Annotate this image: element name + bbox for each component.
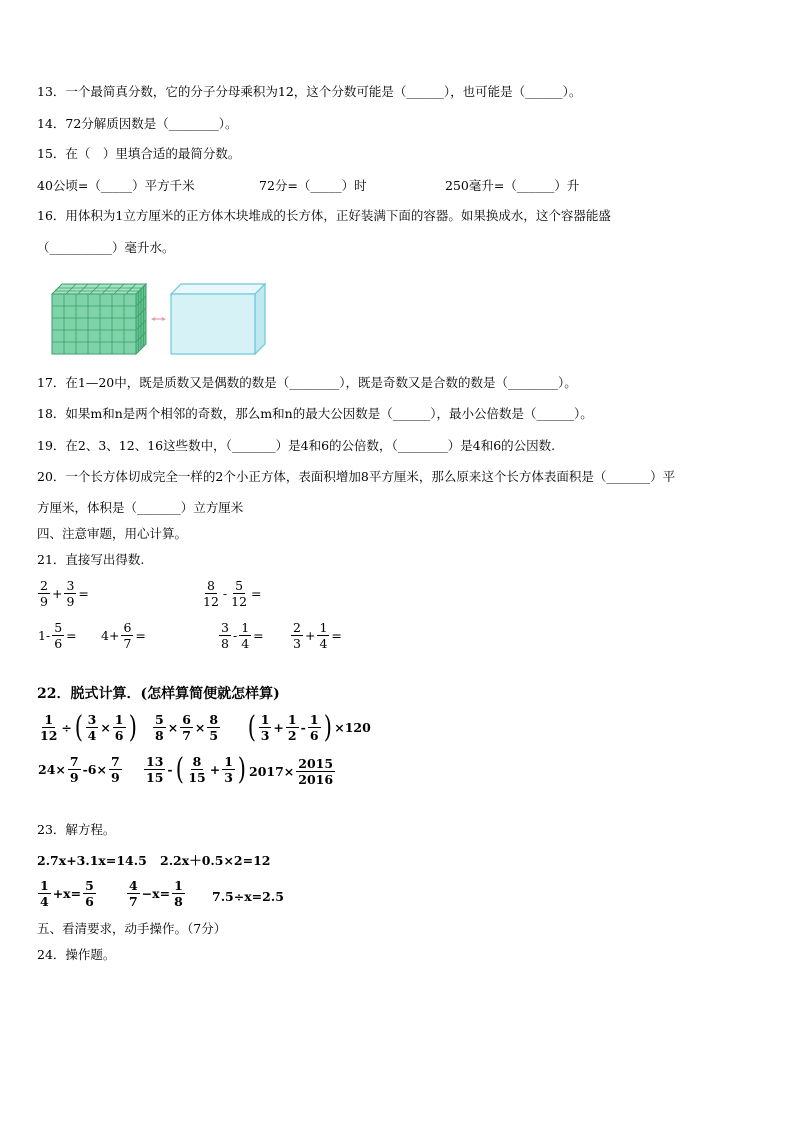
container-figure (50, 280, 270, 360)
question-23-title: 23．解方程。 (37, 822, 116, 837)
q22-expr-3: ( $\frac{1}{3}$ + $\frac{1}{2}$ - $\frac{1}{6}$ ) ×120 (247, 709, 371, 745)
section-4-heading: 四、注意审题，用心计算。 (37, 526, 188, 541)
q23-equation-5: 7.5÷x=2.5 (212, 889, 284, 904)
q22-expr-1: $\frac{1}{12}$ ÷( $\frac{3}{4}$ × $\frac{1}{6}$ ) (40, 709, 137, 745)
question-15-title: 15．在（ ）里填合适的最简分数。 (37, 146, 241, 161)
question-13: 13．一个最简真分数，它的分子分母乘积为12，这个分数可能是（______），也可能是（______）。 (37, 84, 582, 99)
q22-expr-5: $\frac{13}{15}$ -( $\frac{8}{15}$ + $\frac{1}{3}$ ) (146, 751, 246, 787)
question-16-line-2: （__________）毫升水。 (37, 240, 175, 255)
question-20-line-1: 20．一个长方体切成完全一样的2个小正方体，表面积增加8平方厘米，那么原来这个长方体表面积是（_______）平 (37, 469, 676, 484)
q21-expr-4: 4+ $\frac{6}{7}$ = (101, 620, 146, 651)
question-15-item-2: 72分=（_____）时 (259, 178, 367, 193)
cube-stack-image (52, 284, 146, 354)
question-15-item-3: 250毫升=（______）升 (445, 178, 580, 193)
q21-expr-5: $\frac{3}{8}$ - $\frac{1}{4}$ = (221, 620, 264, 651)
q21-expr-2: $\frac{8}{12}$ - $\frac{5}{12}$ = (203, 578, 262, 609)
question-20-line-2: 方厘米，体积是（_______）立方厘米 (37, 500, 244, 515)
container-box-image (171, 284, 265, 354)
q21-expr-6: $\frac{2}{3}$ + $\frac{1}{4}$ = (293, 620, 342, 651)
q22-expr-4: 24× $\frac{7}{9}$ -6× $\frac{7}{9}$ (38, 754, 120, 785)
question-24: 24．操作题。 (37, 947, 116, 962)
q21-expr-3: 1- $\frac{5}{6}$ = (38, 620, 77, 651)
question-19: 19．在2、3、12、16这些数中，（_______）是4和6的公倍数，（________）是4和6的公因数. (37, 438, 556, 453)
q21-expr-1: $\frac{2}{9}$ + $\frac{3}{9}$ = (40, 578, 89, 609)
question-18: 18．如果m和n是两个相邻的奇数，那么m和n的最大公因数是（______），最小公倍数是（______）。 (37, 406, 593, 421)
q23-equation-1: 2.7x+3.1x=14.5 (37, 853, 147, 868)
q23-equation-2: 2.2x＋0.5×2=12 (160, 853, 271, 868)
question-16-line-1: 16．用体积为1立方厘米的正方体木块堆成的长方体，正好装满下面的容器。如果换成水，这个容器能盛 (37, 208, 611, 223)
question-21-title: 21．直接写出得数. (37, 552, 145, 567)
arrow-icon (151, 317, 166, 321)
q22-expr-2: $\frac{5}{8}$ × $\frac{6}{7}$ × $\frac{8}{5}$ (155, 712, 219, 743)
question-17: 17．在1—20中，既是质数又是偶数的数是（________），既是奇数又是合数的数是（________）。 (37, 375, 577, 390)
q23-equation-3: $\frac{1}{4}$ +x= $\frac{5}{6}$ (40, 878, 94, 909)
section-5-heading: 五、看清要求，动手操作。（7分） (37, 921, 227, 936)
question-15-item-1: 40公顷=（_____）平方千米 (37, 178, 195, 193)
question-14: 14．72分解质因数是（________）。 (37, 116, 238, 131)
question-22-title: 22．脱式计算．(怎样算简便就怎样算) (37, 686, 280, 702)
q22-expr-6: 2017× $\frac{2015}{2016}$ (249, 756, 334, 787)
q23-equation-4: $\frac{4}{7}$ −x= $\frac{1}{8}$ (129, 878, 183, 909)
